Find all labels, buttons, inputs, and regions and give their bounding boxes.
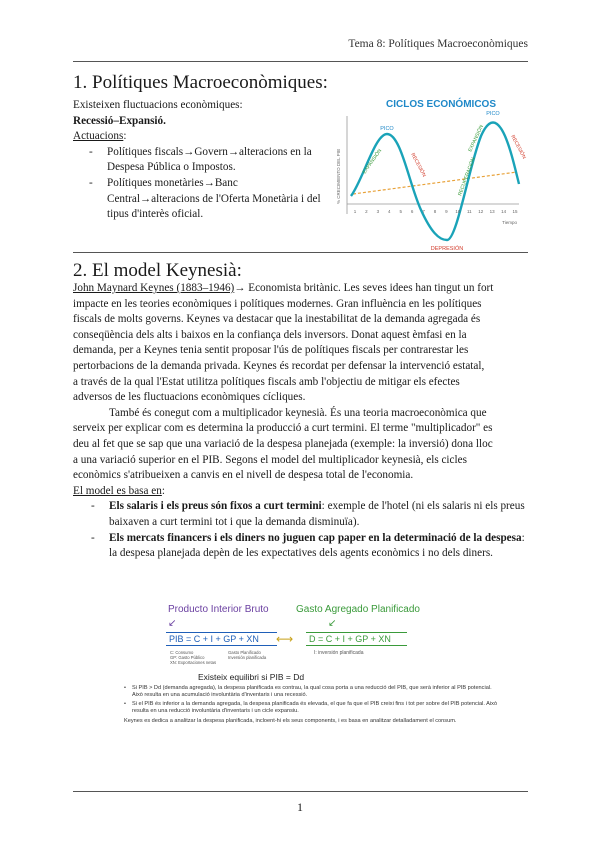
cycle-wave [351, 123, 519, 241]
y-axis-label: % CRECIMIENTO DEL PIB [336, 148, 341, 204]
page-number: 1 [297, 800, 303, 814]
trough-label: DEPRESIÓN [430, 246, 464, 252]
actuacions-label: Actuacions [73, 130, 124, 143]
header-rule [73, 61, 528, 62]
dd-notes [228, 650, 266, 660]
keynes-multiplier-figure [118, 604, 498, 764]
figure-bullets [124, 685, 498, 725]
x-axis-label: Tiempo [502, 220, 517, 225]
x-tick-label: 10 [455, 209, 461, 214]
peak-label: PICO [380, 126, 394, 132]
paragraph-line: adversos de les fluctuacions econòmiques cícliques. [73, 391, 306, 404]
x-tick-label: 9 [445, 209, 448, 214]
list-item: • Si el PIB és inferior a la demanda agregada, la despesa planificada és elevada, el que fa que el PIB creixi fins i tot per sobre del PIB potencial. Això resulta en una reducció involuntària d'inventaris i un cicle expansiu. [124, 701, 498, 714]
phase-label: EXPANSIÓN [361, 148, 384, 176]
dd-formula: D = C + I + GP + XN [306, 632, 407, 646]
actuacions-list [85, 145, 328, 223]
note: Inversión planificada [228, 655, 267, 661]
paragraph-line: També és conegut com a multiplicador keynesià. És una teoria macroeconòmica que [109, 406, 487, 419]
keynes-link[interactable]: John Maynard Keynes (1883–1946) [73, 282, 235, 294]
section-2-title: 2. El model Keynesià: [73, 260, 242, 281]
section-1-body: Existeixen fluctuacions econòmiques: Recessió–Expansió. Actuacions: - Polítiques fiscals→Govern→alteracions en la Despesa Pública o Impostos. - Polítiques monetàries→Banc Central→alteracions de l'Oferta Monetària i del tipus d'interès oficial. [73, 98, 328, 223]
list-item [87, 499, 528, 530]
basis-list [87, 499, 528, 561]
economic-cycle-chart [331, 92, 527, 256]
bullet-bold: Els mercats financers i els diners no juguen cap paper en la determinació de la despesa [109, 531, 522, 544]
peak-label: PICO [486, 111, 500, 117]
x-tick-label: 11 [466, 209, 472, 214]
paragraph-line: conseqüència dels alts i baixos en la confiança dels inversors. Donat aquest èmfasi en la [73, 328, 467, 341]
gasto-title: Gasto Agregado Planificado [296, 604, 420, 615]
x-ticks [354, 209, 518, 214]
paragraph-line: → Economista britànic. Les seves idees han tingut un fort [234, 282, 494, 294]
paragraph-line: demanda, per a Keynes tenia sentit proposar l'ús de polítiques fiscals per contrarestar les [73, 344, 469, 357]
equilibrium-line: Existeix equilibri si PIB = Dd [198, 672, 305, 682]
section-divider [73, 252, 528, 253]
x-tick-label: 12 [478, 209, 484, 214]
note: GP: Gasto Público [170, 655, 205, 661]
x-tick-label: 4 [388, 209, 391, 214]
figure-footer: Keynes es dedica a analitzar la despesa planificada, incloent-hi els seus components, i es basa en analitzar detalladament el consum. [124, 718, 457, 724]
x-tick-label: 6 [410, 209, 414, 214]
section-1-title: 1. Polítiques Macroeconòmiques: [73, 72, 328, 93]
footer-rule [73, 791, 528, 792]
pib-title: Producto Interior Bruto [168, 604, 269, 615]
paragraph-line: a través de la qual l'Estat utilitza polítiques fiscals amb l'objectiu de mitigar els efectes [73, 375, 460, 388]
phase-label: RECESIÓN [409, 152, 427, 179]
list-item: - Polítiques fiscals→Govern→alteracions en la Despesa Pública o Impostos. [85, 145, 328, 176]
note: Gasto Planificado [228, 650, 261, 655]
dd-caption: I: inversión planificada [314, 650, 364, 656]
phase-label: EXPANSIÓN [467, 124, 485, 153]
paragraph-line: a una variació superior en el PIB. Segons el model del multiplicador keynesià, els cicles [73, 453, 467, 466]
phase-label: RECUPERACIÓN [457, 156, 477, 197]
list-item: - Polítiques monetàries→Banc Central→alteracions de l'Oferta Monetària i del tipus d'interès oficial. [85, 176, 328, 223]
pib-notes [170, 650, 216, 666]
x-tick-label: 5 [399, 209, 402, 214]
paragraph-line: deu al fet que se sap que una variació de la despesa planejada (exemple: la inversió) dona lloc [73, 437, 493, 450]
x-tick-label: 15 [512, 209, 518, 214]
note: C: Consumo [170, 650, 194, 655]
bullet-bold: Els salaris i els preus són fixos a curt termini [109, 500, 322, 513]
x-tick-label: 8 [433, 209, 437, 214]
chart-title: CICLOS ECONÓMICOS [385, 99, 497, 110]
x-tick-label: 2 [365, 209, 368, 214]
arrow-icon: ↙ [328, 618, 337, 629]
list-item [87, 531, 528, 562]
bullet-rest: : exemple de l'hotel (ni els salaris ni els preus baixaven a curt termini tot i que la demanda disminuïa). [109, 500, 525, 528]
pib-formula: PIB = C + I + GP + XN [166, 632, 277, 646]
paragraph-line: econòmics s'atribueixen a canvis en el nivell de despesa total de l'economia. [73, 469, 414, 482]
section-2-body: John Maynard Keynes (1883–1946)→ Economista britànic. Les seves idees han tingut un fort impacte en les teories econòmiques i polítiques modernes. Gran influència en les polítiques fiscals de molts governs. Keynes va destacar que la inestabilitat de la demanda agregada és conseqüència dels alts i baixos en la confiança dels inversors. Donat aquest èmfasi en la demanda, per a Keynes tenia sentit proposar l'ús de polítiques fiscals per contrarestar les pertorbacions de la demanda privada. Keynes és recordat per defensar la intervenció estatal, a través de la qual l'Estat utilitza polítiques fiscals amb l'objectiu de mitigar els efectes adversos de les fluctuacions econòmiques cícliques. També és conegut com a multiplicador keynesià. És una teoria macroeconòmica que serveix per explicar com es determina la producció a curt termini. El terme "multiplicador" es deu al fet que se sap que una variació de la despesa planejada (exemple: la inversió) dona lloc a una variació superior en el PIB. Segons el model del multiplicador keynesià, els cicles econòmics s'atribueixen a canvis en el nivell de despesa total de l'economia. El model es basa en: - Els salaris i els preus són fixos a curt termini: exemple de l'hotel (ni els salaris ni els preus baixaven a curt termini tot i que la demanda disminuïa). - Els mercats financers i els diners no juguen cap paper en la determinació de la despesa: la despesa planejada depèn de les expectatives dels agents econòmics i no dels diners. [73, 281, 528, 562]
fluctuations-line: Existeixen fluctuacions econòmiques: [73, 99, 243, 111]
bullet-rest: : la despesa planejada depèn de les expectatives dels agents econòmics i no dels diners. [109, 531, 525, 560]
x-tick-label: 7 [422, 209, 425, 214]
basis-label: El model es basa en [73, 484, 162, 497]
list-item: • Si PIB > Dd (demanda agregada), la despesa planificada es contrau, la qual cosa porta a una reducció del PIB, que serà inferior al PIB potencial. Això resulta en una acumulació involuntària d'inventaris i una recessió. [124, 685, 492, 698]
paragraph-line: serveix per explicar com es determina la producció a curt termini. El terme "multiplicador" es [73, 422, 493, 435]
paragraph-line: fiscals de molts governs. Keynes va destacar que la inestabilitat de la demanda agregada és [73, 313, 481, 326]
x-tick-label: 13 [489, 209, 495, 214]
x-tick-label: 1 [353, 209, 357, 214]
paragraph-line: impacte en les teories econòmiques i polítiques modernes. Gran influència en les polítiques [73, 297, 482, 310]
paragraph-line: pertorbacions de la demanda privada. Keynes és recordat per defensar la intervenció estatal, [73, 359, 485, 372]
x-tick-label: 14 [501, 209, 507, 214]
cycle-chart-svg [331, 92, 527, 256]
note: XN: Exportaciones netas [170, 660, 217, 666]
trend-line [353, 172, 517, 194]
arrow-icon: ↙ [168, 618, 177, 629]
recession-expansion: Recessió–Expansió. [73, 114, 166, 127]
double-arrow-icon: ⟷ [276, 632, 294, 646]
phase-label: RECESIÓN [509, 134, 527, 161]
x-tick-label: 3 [376, 209, 380, 214]
running-header: Tema 8: Polítiques Macroeconòmiques [348, 38, 528, 50]
